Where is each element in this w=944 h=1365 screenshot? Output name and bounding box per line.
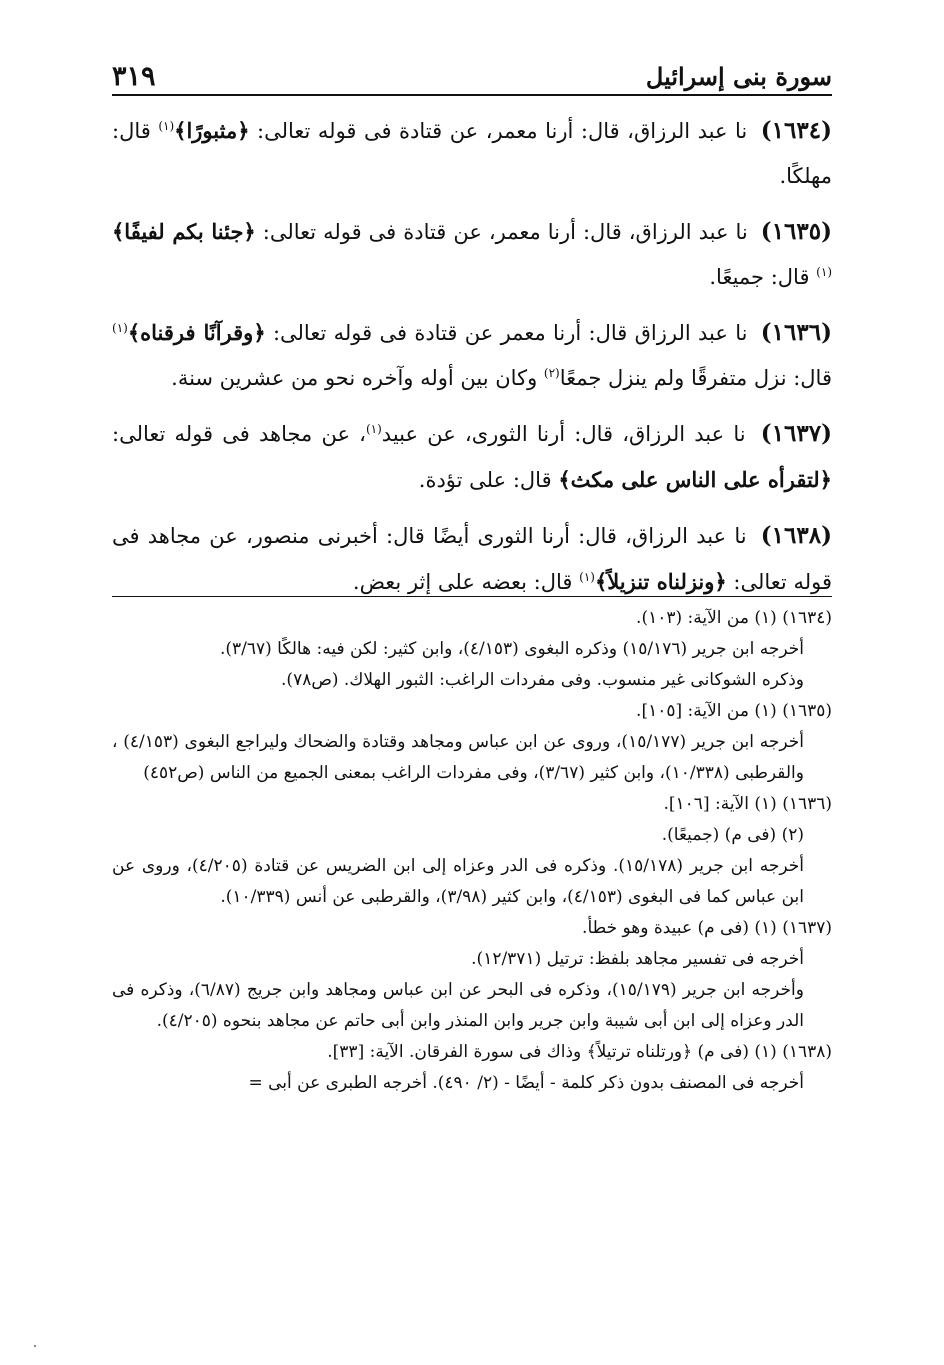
hadith-text: نا عبد الرزاق قال: أرنا معمر عن قتادة فى قوله تعالى: [272, 321, 748, 345]
footnote-text: أخرجه ابن جرير (١٥/١٧٧)، وروى عن ابن عباس ومجاهد وقتادة والضحاك وليراجع البغوى (٤/١٥٣) ، والقرطبى (١٠/٣٣٨)، وابن كثير (٣/٦٧)، وفى مفردات الراغب بمعنى الجميع من الناس (ص٤٥٢) [112, 732, 804, 783]
hadith-number: (١٦٣٦) [760, 319, 832, 346]
hadith-1636 [112, 310, 832, 401]
hadith-text: ، عن مجاهد فى قوله تعالى: [112, 422, 366, 446]
hadith-text: قال: مهلكًا. [112, 119, 832, 188]
quran-quote: ﴿جئنا بكم لفيفًا﴾ [112, 219, 256, 244]
footnote-head: (١٦٣٥) (١) من الآية: [١٠٥]. [636, 701, 832, 721]
hadith-1637 [112, 411, 832, 503]
footnote-ref: (١) [112, 321, 128, 335]
footnote-text: أخرجه ابن جرير (١٥/١٧٨). وذكره فى الدر وعزاه إلى ابن الضريس عن قتادة (٤/٢٠٥)، وروى عن ابن عباس كما فى البغوى (٤/١٥٣)، وابن كثير (٣/٩٨)، والقرطبى عن أنس (١٠/٣٣٩). [112, 856, 804, 907]
quran-quote: ﴿لتقرأه على الناس على مكث﴾ [558, 467, 832, 492]
hadith-number: (١٦٣٨) [760, 522, 832, 549]
hadith-number: (١٦٣٤) [760, 117, 832, 144]
footnote-head: (١٦٣٤) (١) من الآية: (١٠٣). [636, 608, 832, 628]
page-header [112, 58, 832, 96]
hadith-1638 [112, 513, 832, 605]
footnote-ref: (١) [579, 570, 595, 584]
sura-title: سورة بنى إسرائيل [645, 61, 832, 91]
footnote-text: أخرجه ابن جرير (١٥/١٧٦) وذكره البغوى (٤/١٥٣)، وابن كثير: لكن فيه: هالكًا (٣/٦٧). [219, 639, 804, 659]
main-text [112, 108, 832, 615]
footnotes [112, 603, 832, 1099]
footnote-text: وأخرجه ابن جرير (١٥/١٧٩)، وذكره فى البحر عن ابن عباس ومجاهد وابن جريج (٦/٨٧)، وذكره فى الدر وعزاه إلى ابن أبى شيبة وابن جرير وابن المنذر وابن أبى حاتم عن مجاهد بنحوه (٤/٢٠٥). [112, 980, 804, 1031]
hadith-text: نا عبد الرزاق، قال: أرنا الثورى، عن عبيد [381, 422, 746, 446]
footnote-ref: (١) [816, 265, 832, 279]
quran-quote: ﴿ونزلناه تنزيلاً﴾ [594, 569, 727, 594]
footnote-text: وذكره الشوكانى غير منسوب. وفى مفردات الراغب: الثبور الهلاك. (ص٧٨). [281, 670, 804, 690]
footnote-head: (١٦٣٨) (١) (فى م) ﴿ورتلناه ترتيلاً﴾ وذاك فى سورة الفرقان. الآية: [٣٣]. [327, 1042, 832, 1062]
quran-quote: ﴿مثبورًا﴾ [174, 118, 250, 143]
footnote-ref: (٢) [543, 366, 560, 380]
hadith-text: قال: نزل متفرقًا ولم ينزل جمعًا [559, 366, 832, 390]
hadith-text: نا عبد الرزاق، قال: أرنا الثورى أيضًا قال: أخبرنى منصور، عن مجاهد فى قوله تعالى: [112, 524, 832, 594]
scan-speck [34, 1345, 36, 1347]
hadith-1635 [112, 209, 832, 300]
footnote-text: أخرجه فى المصنف بدون ذكر كلمة - أيضًا - (٢/ ٤٩٠). أخرجه الطبرى عن أبى = [248, 1073, 804, 1093]
hadith-text: نا عبد الرزاق، قال: أرنا معمر، عن قتادة فى قوله تعالى: [257, 119, 748, 143]
footnote-head: (١٦٣٧) (١) (فى م) عبيدة وهو خطأ. [582, 918, 832, 938]
footnote-ref: (١) [365, 422, 382, 436]
hadith-text: وكان بين أوله وآخره نحو من عشرين سنة. [171, 366, 538, 390]
page-number: ٣١٩ [112, 60, 156, 92]
footnote-text: أخرجه فى تفسير مجاهد بلفظ: ترتيل (١٢/٣٧١). [471, 949, 804, 969]
hadith-text: قال: بعضه على إثر بعض. [352, 570, 573, 594]
footnote-text: (٢) (فى م) (جميعًا). [661, 825, 804, 845]
footnote-ref: (١) [158, 119, 175, 133]
hadith-1634 [112, 108, 832, 199]
footnote-head: (١٦٣٦) (١) الآية: [١٠٦]. [663, 794, 832, 814]
hadith-text: قال: على تؤدة. [418, 468, 552, 492]
hadith-number: (١٦٣٧) [760, 420, 832, 447]
hadith-number: (١٦٣٥) [760, 218, 832, 245]
hadith-text: قال: جميعًا. [709, 265, 810, 289]
footnote-divider [112, 596, 832, 597]
quran-quote: ﴿وقرآنًا فرقناه﴾ [127, 320, 266, 345]
hadith-text: نا عبد الرزاق، قال: أرنا معمر، عن قتادة فى قوله تعالى: [262, 220, 748, 244]
